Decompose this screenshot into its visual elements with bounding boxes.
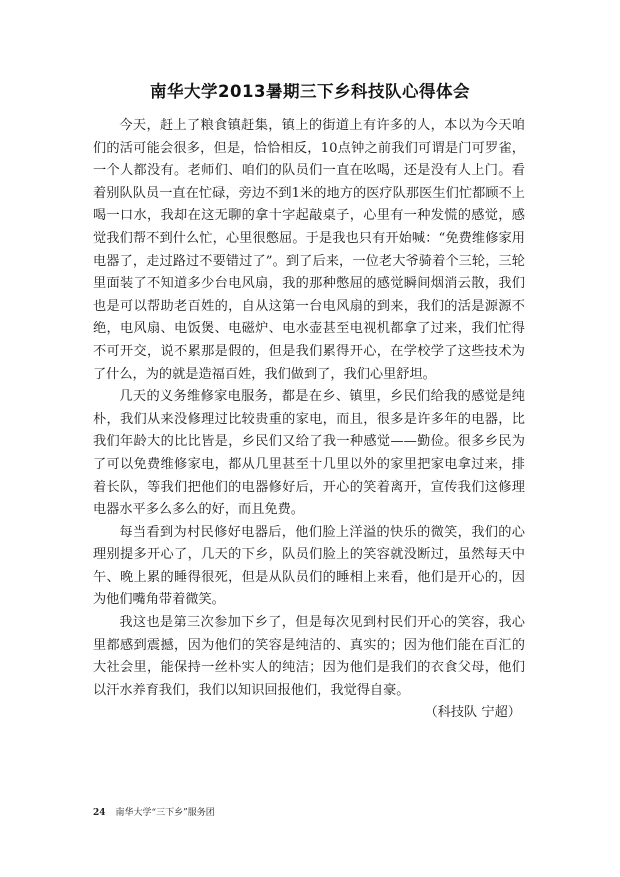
footer-text: 南华大学“三下乡”服务团: [115, 808, 215, 818]
author-signature: （科技队 宁超）: [424, 705, 521, 721]
paragraph: 我这也是第三次参加下乡了，但是每次见到村民们开心的笑容，我心里都感到震撼，因为他们的笑容是纯洁的、真实的；因为他们能在百汇的大社会里，能保持一丝朴实人的纯洁；因为他们是我们的衣食父母，他们以汗水养育我们，我们以知识回报他们，我觉得自豪。: [93, 615, 525, 698]
paragraph: 今天，赶上了粮食镇赶集，镇上的街道上有许多的人，本以为今天咱们的活可能会很多，但是，恰恰相反，10点钟之前我们可谓是门可罗雀，一个人都没有。老师们、咱们的队员们一直在吆喝，还是没有人上门。看着别队队员一直在忙碌，旁边不到1米的地方的医疗队那医生们忙都顾不上喝一口水，我却在这无聊的拿十字起敲桌子，心里有一种发慌的感觉，感觉我们帮不到什么忙，心里很憋屈。于是我也只有开始喊：“免费维修家用电器了，走过路过不要错过了”。到了后来，一位老大爷骑着个三轮，三轮里面装了不知道多少台电风扇，我的那种憋屈的感觉瞬间烟消云散，我们也是可以帮助老百姓的，自从这第一台电风扇的到来，我们的活是源源不绝，电风扇、电饭煲、电磁炉、电水壶甚至电视机都拿了过来，我们忙得不可开交，说不累那是假的，但是我们累得开心，在学校学了这些技术为了什么，为的就是造福百姓，我们做到了，我们心里舒坦。: [93, 118, 525, 382]
paragraph: 每当看到为村民修好电器后，他们脸上洋溢的快乐的微笑，我们的心理别提多开心了，几天的下乡，队员们脸上的笑容就没断过，虽然每天中午、晚上累的睡得很死，但是从队员们的睡相上来看，他们是开心的，因为他们嘴角带着微笑。: [93, 524, 525, 608]
article-body: [93, 115, 525, 725]
article-title: 南华大学2013暑期三下乡科技队心得体会: [150, 82, 470, 101]
paragraph: 几天的义务维修家电服务，都是在乡、镇里，乡民们给我的感觉是纯朴，我们从来没修理过比较贵重的家电，而且，很多是许多年的电器，比我们年龄大的比比皆是，乡民们又给了我一种感觉——勤俭。很多乡民为了可以免费维修家电，都从几里甚至十几里以外的家里把家电拿过来，排着长队，等我们把他们的电器修好后，开心的笑着离开，宣传我们这修理电器水平多么多么的好，而且免费。: [93, 389, 525, 518]
page-number: 24: [93, 808, 106, 818]
page-footer: [93, 805, 215, 818]
